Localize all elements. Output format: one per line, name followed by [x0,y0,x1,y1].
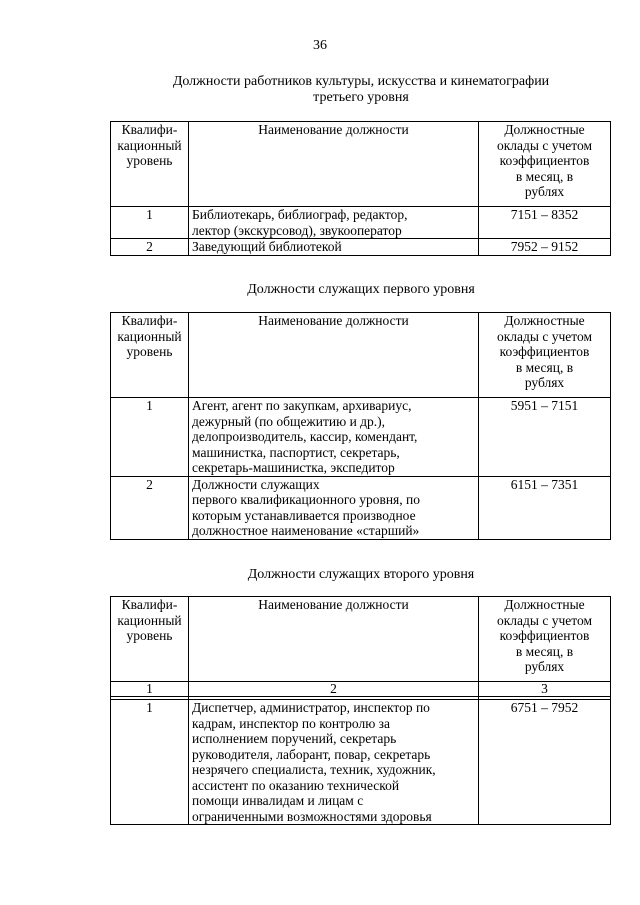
table-header-row [111,597,611,682]
cell-salary: 7952 – 9152 [479,239,611,256]
table-culture-third-level [110,121,611,256]
column-number: 3 [479,682,611,697]
cell-level: 1 [111,207,189,239]
header-level: Квалифи- кационный уровень [111,597,189,682]
header-level: Квалифи- кационный уровень [111,313,189,398]
table-employees-first-level [110,312,611,540]
page-number: 36 [313,38,327,53]
header-salary: Должностные оклады с учетом коэффициентов в месяц, в рублях [479,313,611,398]
header-position: Наименование должности [189,122,479,207]
cell-position: Агент, агент по закупкам, архивариус, дежурный (по общежитию и др.), делопроизводитель, кассир, комендант, машинистка, паспортист, секретарь, секретарь-машинистка, экспедитор [189,398,479,477]
cell-position: Заведующий библиотекой [189,239,479,256]
table-row [111,700,611,825]
column-number: 1 [111,682,189,697]
cell-position: Должности служащих первого квалификационного уровня, по которым устанавливается производное должностное наименование «старший» [189,476,479,539]
cell-salary: 6151 – 7351 [479,476,611,539]
table-row [111,239,611,256]
cell-salary: 7151 – 8352 [479,207,611,239]
header-salary: Должностные оклады с учетом коэффициентов в месяц, в рублях [479,597,611,682]
header-salary: Должностные оклады с учетом коэффициентов в месяц, в рублях [479,122,611,207]
cell-position: Библиотекарь, библиограф, редактор, лектор (экскурсовод), звукооператор [189,207,479,239]
cell-level: 1 [111,700,189,825]
table-header-row [111,313,611,398]
table-employees-second-level [110,596,611,825]
cell-salary: 5951 – 7151 [479,398,611,477]
header-level: Квалифи- кационный уровень [111,122,189,207]
table-row [111,476,611,539]
column-number-row [111,682,611,697]
table-header-row [111,122,611,207]
section-title-employees-second-level: Должности служащих второго уровня [247,567,475,582]
column-number: 2 [189,682,479,697]
cell-salary: 6751 – 7952 [479,700,611,825]
section-title-culture-third-level: Должности работников культуры, искусства и кинематографии третьего уровня [172,74,550,105]
header-position: Наименование должности [189,313,479,398]
cell-level: 1 [111,398,189,477]
cell-level: 2 [111,239,189,256]
section-title-employees-first-level: Должности служащих первого уровня [247,282,475,297]
cell-position: Диспетчер, администратор, инспектор по кадрам, инспектор по контролю за исполнением поручений, секретарь руководителя, лаборант, повар, секретарь незрячего специалиста, техник, художник, ассистент по оказанию технической помощи инвалидам и лицам с ограниченными возможностями здоровья [189,700,479,825]
table-row [111,398,611,477]
table-row [111,207,611,239]
cell-level: 2 [111,476,189,539]
header-position: Наименование должности [189,597,479,682]
